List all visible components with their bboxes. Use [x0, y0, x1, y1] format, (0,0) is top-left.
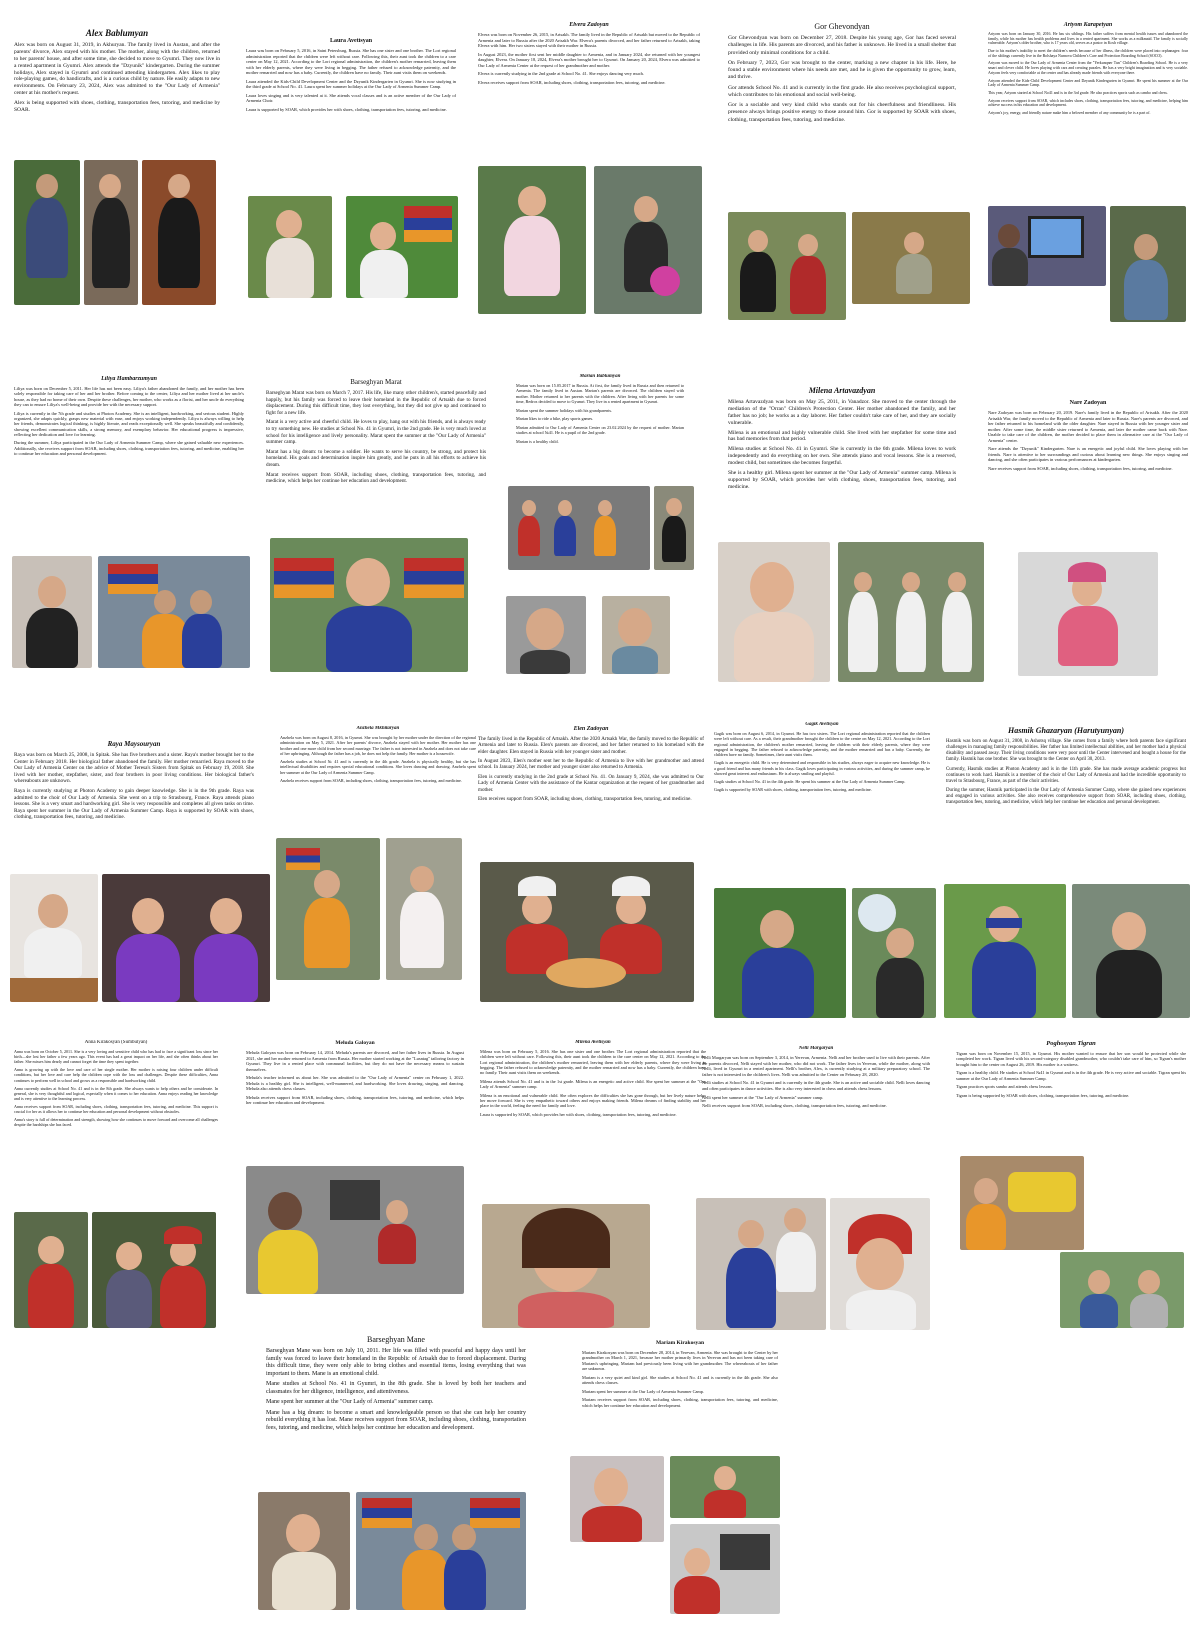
profile-name: Mariam Kirakosyan — [655, 1340, 705, 1346]
profile-card — [988, 22, 1188, 202]
profile-name: Barseghyan Marat — [350, 378, 402, 386]
photo — [270, 538, 468, 672]
photo — [142, 160, 216, 305]
profile-paragraph: Gagik is an energetic child. He is very determined and responsible in his studies, always eager to acquire new knowledge. He is a good friend and has many friends in his class. Gagik loves participating in various activities, and during the summer camp, he showed great interest and enthusiasm. He is always smiling and playful. — [714, 760, 930, 776]
photo — [654, 486, 694, 570]
profile-card — [246, 1040, 464, 1150]
profile-paragraph: Anna's story is full of determination and strength, showing how she continues to move forward and overcome all challenges despite the hardships she has faced. — [14, 1117, 218, 1128]
profile-paragraph: Anna was born on October 5, 2011. She is a very loving and sensitive child who has had to face a significant loss since her birth—she lost her father a few years ago. This event has had a great impact on her life, and she often thinks about her father. She misses him dearly and cannot forget the time they spent together. — [14, 1049, 218, 1065]
profile-paragraph: Gor Ghevondyan was born on December 27, 2018. Despite his young age, Gor has faced several challenges in life. His parents are divorced, and his father is unknown. He lived in a small shelter that provided only minimal conditions for a child. — [728, 35, 956, 56]
profile-name: Gagik Avetisyan — [805, 722, 839, 727]
profile-paragraph: This year, Artyom started at School No41 and is in the 3rd grade. He also practices sports such as cambo and chess. — [988, 90, 1168, 95]
profile-paragraph: Artyom receives support from SOAR, which includes shoes, clothing, transportation fees, tutoring, and medicine, helping him achieve success in his education and development. — [988, 98, 1188, 108]
profile-paragraph: Tigran was born on November 15, 2015, in Gyumri. His mother wanted to ensure that her son would be protected while she completed her work. Tigran lived with his second-category disabled grandmother, who couldn't take care of him, so Tigran's mother brought him to the center on August 26, 2019. His mother is a waitress. — [956, 1051, 1186, 1067]
profile-paragraph: On February 7, 2023, Gor was brought to the center, marking a new chapter in his life. Here, he found a stable environment where his needs are met, and he is given the opportunity to grow, learn, and thrive. — [728, 59, 956, 81]
profile-paragraph: Anzhela receives support from SOAR, including shoes, clothing, transportation fees, tutoring, and medicine. — [280, 777, 462, 783]
photo — [944, 884, 1066, 1018]
profile-card — [946, 726, 1186, 876]
profile-paragraph: She is a healthy girl. Milena spent her summer at the "Our Lady of Armenia" summer camp. Milena is supported by SOAR, which provides her with clothing, shoes, transportation fees, tutoring, and medicine. — [728, 469, 956, 490]
photo — [1060, 1252, 1184, 1328]
photo — [728, 212, 846, 320]
profile-card — [478, 726, 704, 862]
profile-text — [280, 735, 476, 783]
photo — [988, 206, 1106, 286]
profile-text — [714, 731, 930, 793]
profile-text — [582, 1350, 778, 1408]
profile-paragraph: Gor attends School No. 41 and is currently in the first grade. He also receives psychological support, which contributes to his emotional and social well-being. — [728, 84, 956, 98]
profile-paragraph: Mariam is a very quiet and kind girl. She studies at School No. 41 and is currently in the 4th grade. She also attends chess classes. — [582, 1374, 778, 1386]
profile-paragraph: Mariam Kirakosyan was born on December 28, 2014, in Yerevan, Armenia. She was brought to the Center by her grandmother on March 1, 2021, because her mother primarily lives in Yerevan and has not been taking care of Mariam's upbringing. Mariam had previously been living with her grandmother. The whereabouts of her father are unknown. — [582, 1350, 778, 1372]
profile-paragraph: Nelli receives support from SOAR, including shoes, clothing, transportation fees, tutoring, and medicine. — [702, 1103, 887, 1109]
profile-card — [14, 1040, 218, 1200]
photo — [594, 166, 702, 314]
profile-paragraph: Nare attends the "Dzyunik" Kindergarten. Nare is an energetic and joyful child. She loves playing with her friends. Nare is attentive to her surroundings and curious about learning new things. She enjoys singing and dancing, and she often participates in various performances at kindergarten. — [988, 446, 1188, 462]
profile-paragraph: Artyom attended the Kids-Child Development Center and Dzyunik Kindergarten in Gyumri. He spent his summer at the Our Lady of Armenia Summer Camp. — [988, 78, 1188, 88]
profile-text — [14, 386, 244, 457]
photo — [1072, 884, 1190, 1018]
profile-paragraph: Nelli studies at School No. 41 in Gyumri and is currently in the 4th grade. She is an active and sociable child. Nelli loves dancing and often participates in dance activities. She is also very interested in chess and attends chess lessons. — [702, 1080, 930, 1091]
profile-card — [14, 740, 254, 870]
profile-paragraph: Anzhela studies at School № 41 and is currently in the 4th grade. Anzhela is physically healthy, but she has intellectual disabilities and requires special educational conditions. She loves dancing and drawing. Anzhela spent her summer at the Our Lady of Armenia Summer Camp. — [280, 759, 476, 775]
profile-card — [956, 1040, 1186, 1150]
profile-paragraph: Alex was born on August 31, 2019, in Akhuryan. The family lived in Austan, and after the parents' divorce, Alex stayed with his mother. The mother, along with the children, returned to her parents' house, and after some time, she decided to move to Gyumri. They now live in a rented apartment in Gyumri. Alex attends the "Dzyunik" kindergarten. During the summer holidays, Alex stayed in Gyumri and continued attending kindergarten. Alex likes to play role-playing games, do handicrafts, and is a curious child by nature. He easily adapts to new environments. On February 23, 2024, Alex was admitted to the "Our Lady of Armenia" center at his mother's request. — [14, 42, 220, 97]
profile-paragraph: Marian admitted to Our Lady of Armenia Center on 23.02.2024 by the request of mother. Marian studies at school №41. He is a pupil of the 2nd grade. — [516, 424, 684, 436]
profile-paragraph: Mane spent her summer at the "Our Lady of Armenia" summer camp. — [266, 1399, 434, 1405]
profile-paragraph: Mane has a big dream: to become a smart and knowledgeable person so that she can help her country rebuild everything it has lost. Mane receives support from SOAR, including shoes, clothing, transportation fees, tutoring, and medicine, which helps her continue her education and development. — [266, 1409, 526, 1431]
photo — [1110, 206, 1186, 322]
profile-paragraph: Laura was born on February 5, 2016, in Saint Petersburg, Russia. She has one sister and one brother. The Lori regional administration reported that the children were left without care. Following this, their aunt took the children to a care center on May 12, 2021. According to the Lori regional administration, the children's mother remarried, leaving them with her elderly parents, where they were living in begging. The father refused to acknowledge paternity, and the mother remarried and now has a baby. Currently, the children have no family. Their aunt visits them on weekends. — [246, 48, 456, 75]
photo — [84, 160, 138, 305]
profile-paragraph: Barseghyan Marat was born on March 7, 2017. His life, like many other children's, started peacefully and happily, but his family was forced to leave their homeland in the Republic of Artsakh due to forced displacement. During this difficult time, they lost everything, but they did not give up and continued to fight for a new life. — [266, 390, 486, 416]
profile-paragraph: Anna receives support from SOAR, including shoes, clothing, transportation fees, tutoring, and medicine. This support is crucial for her as it allows her to continue her education and personal development without obstacles. — [14, 1103, 218, 1115]
photo — [960, 1156, 1084, 1250]
profile-card — [480, 1040, 706, 1190]
profile-name: Poghosyan Tigran — [1046, 1040, 1096, 1047]
photo — [714, 888, 846, 1018]
profile-paragraph: Gagik is supported by SOAR with shoes, clothing, transportation fees, tutoring, and medicine. — [714, 787, 872, 793]
profile-paragraph: Liliya was born on December 5, 2011. Her life has not been easy. Liliya's father abandoned the family, and her mother has been solely responsible for taking care of her and her brother. Before coming to the center, Liliya and her mother lived at her uncle's house, as they had no home of their own. Despite these challenges, her mother, who works as a florist, and her uncle do everything they can to ensure Liliya's well-being and provide her with the necessary support. — [14, 386, 244, 408]
profile-paragraph: Raya was born on March 25, 2008, in Spitak. She has five brothers and a sister. Raya's mother brought her to the Center in February 2018. Her biological father abandoned the family. Her mother remarried. Raya moved to the Our Lady of Armenia Center on the advice of Mother Teresa's Sisters from Spitak on February 19, 2018. She lived with her mother, stepfather, sister, and four brothers in poor living conditions. Her biological father's whereabouts are unknown. — [14, 752, 254, 785]
profile-paragraph: Milena Artavazdyan was born on May 25, 2011, in Vanadzor. She moved to the center through the mediation of the "Orran" Children's Protection Center. Her mother abandoned the family, and her father has no job; he works as a day laborer. Her father couldn't take care of her, and they are socially vulnerable. — [728, 399, 956, 426]
photo — [838, 542, 984, 682]
profile-paragraph: Mariam spent her summer at the Our Lady of Armenia Summer Camp. — [582, 1388, 704, 1394]
profile-text — [478, 736, 704, 802]
photo — [830, 1198, 930, 1330]
profile-name: Barseghyan Mane — [367, 1335, 425, 1344]
profile-paragraph: Marian is a healthy child. — [516, 438, 559, 444]
profile-text — [728, 399, 956, 491]
profile-name: Nelli Margaryan — [798, 1046, 834, 1051]
photo — [482, 1204, 650, 1328]
profile-paragraph: Gagik was born on August 6, 2014, in Gyumri. He has two sisters. The Lori regional administration reported that the children were left without care. As a result, their grandmother brought the children to the centre on May 12, 2021. According to the Lori regional administration, the children's mother remarried, leaving the children with their elderly parents, where they were engaged in begging. The father refused to acknowledge paternity, and the mother remarried and has a baby. Currently, the children have no family. Sometimes, their aunt visits them. — [714, 731, 930, 757]
profile-paragraph: Marat is a very active and cheerful child. He loves to play, hang out with his friends, and is always ready to try something new. He studies at School No. 41 in Gyumri, in the 2nd grade. He is very much loved at school for his intelligence and lively personality. Marat spent the summer at the "Our Lady of Armenia" summer camp. — [266, 419, 486, 446]
profile-paragraph: Gagik studies at School No. 41 in the 4th grade. He spent his summer at the Our Lady of Armenia Summer Camp. — [714, 779, 906, 784]
profile-text — [246, 1050, 464, 1106]
profile-text — [14, 1049, 218, 1127]
profile-card — [280, 726, 476, 834]
profile-name: Anna Kirakosyan (Sumbulyan) — [84, 1040, 148, 1045]
profile-name: Hasmik Ghazaryan (Harutyunyan) — [1007, 726, 1125, 735]
profile-paragraph: Anzhela was born on August 8, 2016, in Gyumri. She was brought by her mother under the direction of the regional administration on May 5, 2021. After her parents' divorce, Anzhela stayed with her mother. Her mother has one brother and one more child from her second marriage. The father is not interested in Anzhela and does not take care of her upbringing. Although the father has a job, he does not help the family. Her mother is a housewife. — [280, 735, 476, 756]
profile-paragraph: Mariam receives support from SOAR, including shoes, clothing, transportation fees, tutoring, and medicine, which helps her continue her education and development. — [582, 1397, 778, 1408]
profile-card — [246, 38, 456, 188]
profile-paragraph: Laura attended the Kids-Child Development Center and the Dzyunik Kindergarten in Gyumri. She is now studying in the third grade at School No. 41. Laura spent her summer holidays at the Our Lady of Armenia Summer Camp. — [246, 78, 456, 89]
photo — [1018, 552, 1158, 676]
profile-paragraph: In August 2023, Elen's mother sent her to the Republic of Armenia to live with her grandmother and attend school. In January 2024, her mother and younger sister also returned to Armenia. — [478, 758, 704, 771]
profile-text — [246, 48, 456, 112]
profile-card — [516, 374, 684, 484]
profile-paragraph: Nare receives support from SOAR, including shoes, clothing, transportation fees, tutoring, and medicine. — [988, 465, 1173, 471]
profile-paragraph: Elvera was born on November 26, 2015, in Artsakh. The family lived in the Republic of Artsakh but moved to the Republic of Armenia and later to Russia after the 2020 Artsakh War. Elvera's parents divorced, and her father returned to Artsakh, taking Elvera with him. Her two sisters stayed with their mother in Russia. — [478, 32, 700, 48]
profile-text — [728, 35, 956, 124]
profile-paragraph: Meluda receives support from SOAR, including shoes, clothing, transportation fees, tutoring, and medicine, which helps her continue her education and development. — [246, 1094, 464, 1105]
profile-paragraph: Milena is an emotional and vulnerable child. She often explores the difficulties she has gone through, but her lively nature helps her move forward. She is very empathetic toward others and enjoys making friends. Milena dreams of finding stability and her place in the world, feeling the need for family and love. — [480, 1092, 706, 1109]
photo — [508, 486, 650, 570]
profile-card — [728, 22, 956, 207]
profile-paragraph: Anna currently studies at School No. 41 and is in the 8th grade. She always wants to help others and be considerate. In general, she is very thoughtful and logical, especially when it comes to her education. Anna enjoys reading her knowledge and is very attentive to the learning process. — [14, 1085, 218, 1101]
profile-paragraph: Laura loves singing and is very talented at it. She attends vocal classes and is an active member of the Our Lady of Armenia Choir. — [246, 92, 456, 103]
profile-paragraph: Laura is supported by SOAR, which provides her with shoes, clothing, transportation fees, tutoring, and medicine. — [480, 1111, 677, 1117]
profile-paragraph: In August 2023, the mother first sent her middle daughter to Armenia, and in January 2024, she returned with her youngest daughter, Elvera. On January 18, 2024, Elvera's mother brought her to Gyumri. On January 20, 2024, Elvera was admitted to Our Lady of Armenia Center at the request of her grandmother and mother. — [478, 51, 700, 68]
profile-paragraph: During the summer, Hasmik participated in the Our Lady of Armenia Summer Camp, where she gained new experiences and engaged in various activities. She also receives comprehensive support from SOAR, including shoes, clothing, transportation fees, tutoring, and medicine, which help her continue her education and personal development. — [946, 787, 1186, 806]
profile-card — [582, 1340, 778, 1440]
photo — [276, 838, 380, 980]
profile-paragraph: Tigran practices sports sambo and attends chess lessons. — [956, 1084, 1053, 1090]
profile-paragraph: Artyom's joy, energy, and friendly nature make him a beloved member of any community he is a part of. — [988, 110, 1151, 115]
photo — [14, 160, 80, 305]
profile-card — [702, 1046, 930, 1196]
profile-paragraph: Milena studies at School No. 41 in Gyumri. She is currently in the 6th grade. Milena loves to work independently and do everything on her own. She attends piano and vocal lessons. She is a reserved, modest child, but sometimes she becomes forgetful. — [728, 446, 956, 466]
profile-text — [14, 42, 220, 114]
photo — [246, 1166, 464, 1294]
profile-paragraph: Milena was born on February 5, 2016. She has one sister and one brother. The Lori regional administration reported that the children were left without care. Following this, their aunt took the children to the care center on May 12, 2021. According to the Lori regional administration, the children's mother remarried, leaving them with her elderly parents, where they were living in begging. The father refused to acknowledge paternity, and the mother remarried and now has a baby. Currently, the children have no family. Their aunt visits them on weekends. — [480, 1049, 706, 1076]
profile-name: Nare Zadoyan — [1069, 400, 1107, 406]
profile-paragraph: Raya is currently studying at Photon Academy to gain deeper knowledge. She is in the 9th grade. Raya was admitted to the choir of Our Lady of Armenia. She went on a trip to Strasbourg, France. Raya attends piano lessons. She is a very smart and hardworking girl. She is very responsible and completes all given tasks on time. Raya spent her summer in the Our Lady of Armenia Summer Camp. Raya is supported by SOAR with shoes, clothing, transportation fees, tutoring, and medicine. — [14, 788, 254, 821]
profile-paragraph: Mane studies at School No. 41 in Gyumri, in the 8th grade. She is loved by both her teachers and classmates for her diligence, intelligence, and attentiveness. — [266, 1381, 526, 1395]
profile-card — [988, 400, 1188, 530]
profile-paragraph: Marat receives support from SOAR, including shoes, clothing, transportation fees, tutoring, and medicine, which helps her continue her education and development. — [266, 471, 486, 485]
photo — [386, 838, 462, 980]
profile-paragraph: Elen receives support from SOAR, including shoes, clothing, transportation fees, tutoring, and medicine. — [478, 795, 692, 802]
profile-paragraph: Gor is a sociable and very kind child who stands out for his cheerfulness and friendliness. His presence always brings positive energy to those around him. Gor is supported by SOAR with shoes, clothing, transportation fees, tutoring, and medicine. — [728, 102, 956, 123]
profile-text — [266, 1348, 526, 1432]
profile-paragraph: Meluda's teacher informed us about her. She was admitted to the "Our Lady of Armenia" center on February 1, 2022. Meluda is a healthy girl. She is intelligent, well-mannered, and hardworking. She loves drawing, singing, and dancing. Meluda also attends chess classes. — [246, 1075, 464, 1091]
profile-paragraph: Liliya is currently in the 7th grade and studies at Photon Academy. She is an intelligent, hardworking, and serious student. Highly organized, she adapts quickly, grasps new material with ease, and enjoys working independently. Liliya is always willing to help her friends, demonstrates logical thinking, is highly literate, and reads exceptionally well. She speaks beautifully and confidently, showing excellent communication skills, a strong memory, and exemplary behavior. Her educational progress is impressive, reflecting her dedication and love for learning. — [14, 410, 244, 437]
profile-card — [14, 376, 244, 536]
profile-paragraph: Marat has a big dream: to become a soldier. He wants to serve his country, be strong, and protect his homeland. His goals and determination inspire him greatly, and he puts in all his efforts to achieve his dream. — [266, 448, 486, 468]
profile-card — [728, 386, 956, 536]
photo — [102, 874, 270, 1002]
profile-text — [516, 383, 684, 444]
profile-paragraph: Tigran is a healthy child. He studies at School №41 in Gyumri and is in the 4th grade. He is very active and sociable. Tigran spent his summer at the Our Lady of Armenia Summer Camp. — [956, 1070, 1186, 1081]
profile-name: Artyom Karapetyan — [1063, 22, 1113, 28]
profile-card — [266, 1335, 526, 1485]
profile-paragraph: Marian spent the summer holidays with his grandparents. — [516, 407, 613, 413]
profile-paragraph: Marian likes to ride a bike, play sports games. — [516, 416, 594, 422]
photo — [852, 212, 970, 304]
profile-text — [988, 410, 1188, 471]
profile-name: Marian Bablumyan — [579, 374, 621, 379]
photo — [506, 596, 586, 674]
profile-paragraph: Artyom was moved to the Our Lady of Armenia Center from the "Yerkunqner Tun" Children's Boarding School. He is a very smart and clever child. He loves playing with cars and creating puzzles. He has a very bright imagination and is very sociable. Artyom feels very comfortable at the center and has already made friends with everyone there. — [988, 61, 1188, 75]
photo — [92, 1212, 216, 1328]
photo — [570, 1456, 664, 1542]
profile-paragraph: Laura is supported by SOAR, which provides her with shoes, clothing, transportation fees, tutoring, and medicine. — [246, 106, 447, 112]
photo — [258, 1492, 350, 1610]
profile-paragraph: Due to his mother's inability to meet the children's needs because of her illness, the children were placed into orphanages: four of the siblings currently live in the Bolshaya Nurnova Children's Care and Protection Boarding School (SOCO). — [988, 49, 1188, 58]
profile-paragraph: Meluda Galoyan was born on February 14, 2014. Meluda's parents are divorced, and her father lives in Russia. In August 2021, she and her mother returned to Armenia from Russia. Her mother started working at the "Lusntag" tailoring factory in Gyumri. They live in a rented place with communal facilities, but they do not have the necessary means to sustain themselves. — [246, 1050, 464, 1072]
profile-paragraph: Milena attends School No. 41 and is in the 1st grade. Milena is an energetic and active child. She spent her summer at the "Our Lady of Armenia" summer camp. — [480, 1078, 706, 1090]
photo — [718, 542, 830, 682]
profile-paragraph: Elvera receives support from SOAR, including shoes, clothing, transportation fees, tutoring, and medicine. — [478, 79, 666, 85]
profile-paragraph: Marian was born on 15.05.2017 in Russia. At first, the family lived in Russia and then returned to Armenia. The family lived in Austan. Marian's parents are divorced. The children stayed with mother. Mother returned to her parents with the children. After living with her parents for some time, Bedros decided to move to Gyumri. They live in a rented apartment in Gyumri. — [516, 383, 684, 405]
profile-card — [714, 722, 930, 880]
photo — [10, 874, 98, 1002]
photo — [696, 1198, 826, 1330]
profile-name: Laura Avetisyan — [329, 38, 373, 44]
profile-paragraph: Barseghyan Mane was born on July 10, 2011. Her life was filled with peaceful and happy days until her family was forced to leave their homeland in the Republic of Artsakh due to forced displacement. During this difficult time, they were only able to bring clothes and essential items, losing everything that was important to them. Mane is an emotional child. — [266, 1348, 526, 1377]
profile-name: Meluda Galoyan — [335, 1040, 375, 1046]
photo — [480, 862, 694, 1002]
profile-paragraph: Milena is an emotional and highly vulnerable child. She lived with her stepfather for some time and has bad memories from that period. — [728, 429, 956, 443]
profile-name: Gor Ghevondyan — [814, 22, 870, 31]
profile-text — [956, 1051, 1186, 1098]
profile-paragraph: Currently, Hasmik studies at Photon Academy and is in the 11th grade. She has made average academic progress but continues to work hard. Hasmik is a member of the choir of Our Lady of Armenia and had the incredible opportunity to travel to Strasbourg, France, as part of the choir activities. — [946, 766, 1186, 784]
profile-name: Elen Zadoyan — [573, 726, 609, 732]
profile-text — [702, 1055, 930, 1109]
photo — [478, 166, 586, 314]
profile-text — [478, 32, 700, 85]
profile-paragraph: Anna is growing up with the love and care of her single mother. Her mother is raising four children under difficult conditions, but her love and care help the children cope with the loss and challenges. Despite these difficulties, Anna continues to perform well in school and grows as a responsible and hardworking child. — [14, 1067, 218, 1083]
photo — [98, 556, 250, 668]
profile-name: Liliya Hambarzumyan — [101, 376, 157, 382]
profile-name: Anzhela Mkhitaryan — [356, 726, 400, 731]
profile-paragraph: During the summer, Liliya participated in the Our Lady of Armenia Summer Camp, where she gained valuable new experiences. Additionally, she receives support from SOAR, including shoes, clothing, transportation fees, tutoring, and medicine, enabling her to continue her education and personal development. — [14, 440, 244, 457]
profile-text — [946, 739, 1186, 806]
profile-paragraph: Tigran is being supported by SOAR with shoes, clothing, transportation fees, tutoring, and medicine. — [956, 1092, 1130, 1098]
profile-paragraph: The family lived in the Republic of Artsakh. After the 2020 Artsakh War, the family moved to the Republic of Armenia and later to Russia. Elen's parents are divorced, and her father returned to his homeland with the elder daughter. Elen stayed in Russia with her younger sister and mother. — [478, 736, 704, 755]
profile-name: Alex Bablumyan — [85, 28, 149, 38]
photo — [670, 1524, 780, 1614]
profile-paragraph: Elvera is currently studying in the 2nd grade at School No. 41. She enjoys dancing very much. — [478, 71, 644, 76]
profile-paragraph: Nelli Margaryan was born on September 3, 2014, in Yerevan, Armenia. Nelli and her brother used to live with their parents. After the parents divorced, Nelli stayed with her mother, who did not work. The father lives in Yerevan, while the mother, along with Nelli, lived in Gyumri in a rented apartment. Nelli's brother, Alex, is currently studying at a military preparatory school. The father is not interested in the children's lives. Nelli was admitted to the Center on February 28, 2020. — [702, 1055, 930, 1077]
profile-name: Raya Maysouryan — [107, 740, 161, 748]
photo — [346, 196, 458, 298]
profile-paragraph: Artyom was born on January 30, 2016. He has six siblings. His father suffers from mental health issues and abandoned the family, while his mother has health problems and lives in a rented apartment. She works as a milkmaid. The family is socially vulnerable. Artyom's older brother, who is 17 years old, serves as a pastor in Kosh village. — [988, 32, 1188, 46]
profile-card — [266, 378, 486, 528]
profile-name: Milena Artavazdyan — [808, 386, 876, 395]
profile-name: Milena Avetisyan — [575, 1040, 611, 1045]
photo — [602, 596, 670, 674]
photo — [14, 1212, 88, 1328]
profile-text — [266, 390, 486, 485]
photo — [12, 556, 92, 668]
profile-paragraph: Elen is currently studying in the 2nd grade at School No. 41. On January 9, 2024, she was admitted to Our Lady of Armenia Center with the assistance of the Kantar organization at the request of her grandmother and mother. — [478, 773, 704, 793]
profile-text — [480, 1049, 706, 1117]
profile-paragraph: Nelli spent her summer at the "Our Lady of Armenia" summer camp. — [702, 1094, 824, 1100]
profile-paragraph: Alex is being supported with shoes, clothing, transportation fees, tutoring, and medicine by SOAR. — [14, 100, 220, 113]
profile-paragraph: Hasmik was born on August 31, 2008, in Ashotsq village. She comes from a family where both parents face significant challenges in managing family responsibilities. Her father has limited intellectual abilities, and her mother had a physical disability and passed away. Their living conditions were very poor until the Center intervened and bought a house for the family. Hasmik has one brother. She was brought to the Center on April 30, 2013. — [946, 739, 1186, 763]
photo — [852, 888, 936, 1018]
profile-text — [988, 32, 1188, 116]
photo — [356, 1492, 526, 1610]
photo — [248, 196, 332, 298]
photo — [670, 1456, 780, 1518]
profile-name: Elvera Zadoyan — [569, 22, 609, 28]
profile-card — [478, 22, 700, 154]
profile-paragraph: Nare Zadoyan was born on February 20, 2019. Nare's family lived in the Republic of Artsakh. After the 2020 Artsakh War, the family moved to the Republic of Armenia and later to Russia. Nare's parents are divorced, and her father returned to his homeland with the older daughter. Nare stayed in Russia with her younger sister and mother. After some time, the middle sister returned to Armenia, and later the mother came back with Nare. Unable to take care of the children, the mother decided to place them in alternative care at the "Our Lady of Armenia" center. — [988, 410, 1188, 443]
profile-text — [14, 752, 254, 821]
